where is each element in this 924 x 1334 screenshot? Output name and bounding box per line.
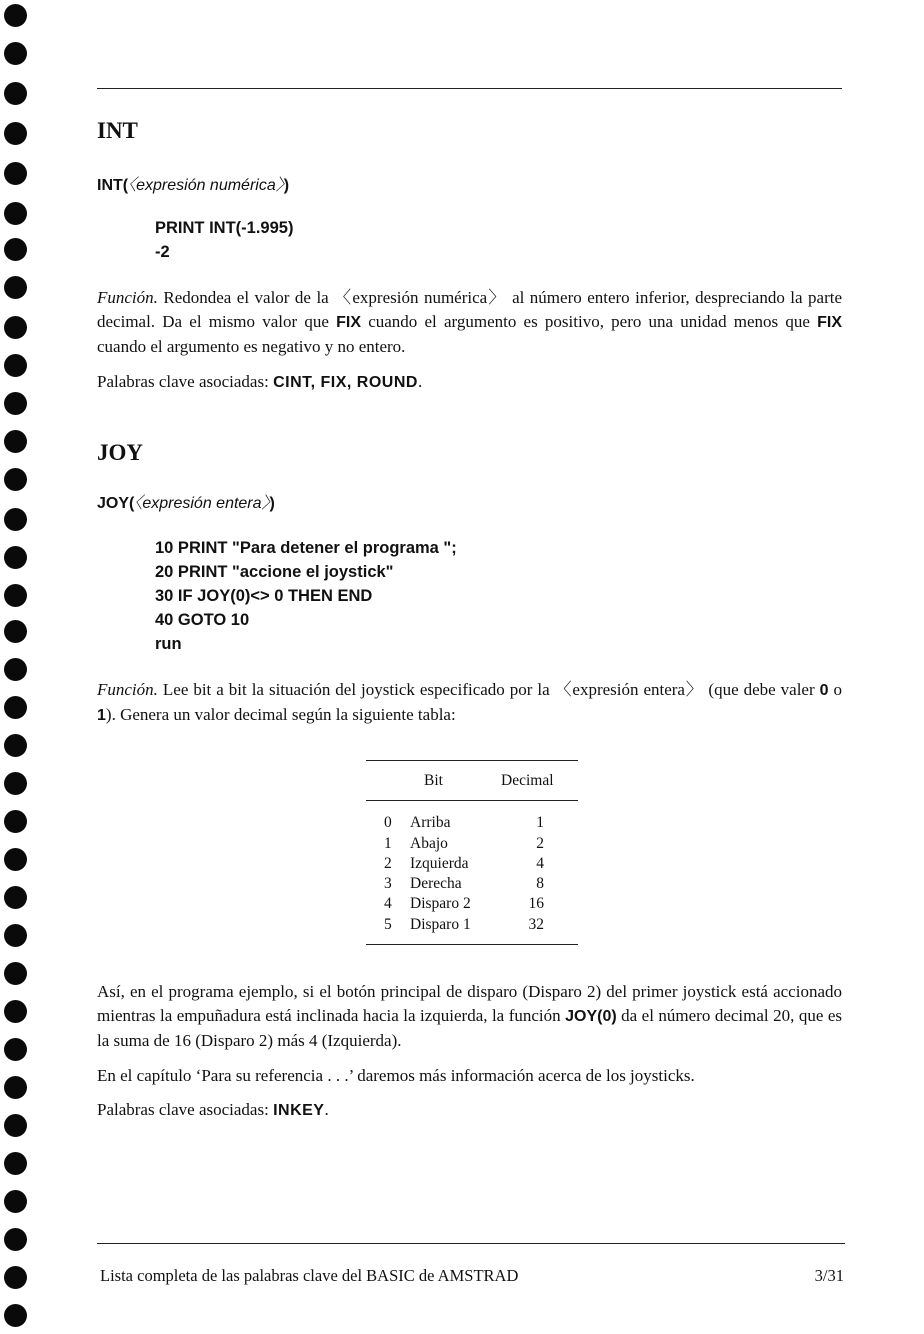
int-related-keywords: Palabras clave asociadas: CINT, FIX, ROUND. (97, 372, 423, 391)
binder-hole (4, 962, 27, 985)
code-line: 20 PRINT "accione el joystick" (155, 563, 394, 581)
joy-reference-note: En el capítulo ‘Para su referencia . . .’ daremos más información acerca de los joysticks. (97, 1066, 695, 1085)
binder-hole (4, 1228, 27, 1251)
code-line: -2 (155, 243, 170, 261)
binder-hole (4, 1152, 27, 1175)
keyword-fix: FIX (336, 314, 361, 331)
related-keyword-list: CINT, FIX, ROUND (273, 374, 418, 391)
binder-hole (4, 392, 27, 415)
binder-hole (4, 82, 27, 105)
int-syntax-keyword: INT( (97, 177, 129, 194)
binder-hole (4, 1114, 27, 1137)
binder-hole (4, 1190, 27, 1213)
keyword-one: 1 (97, 707, 106, 724)
binder-hole (4, 162, 27, 185)
binder-hole (4, 1266, 27, 1289)
binder-hole (4, 1076, 27, 1099)
binder-hole (4, 848, 27, 871)
int-syntax-argument: 〈expresión numérica〉 (128, 177, 284, 194)
function-label: Función. (97, 288, 158, 307)
table-header-decimal: Decimal (501, 772, 554, 789)
binder-hole (4, 772, 27, 795)
binder-hole (4, 658, 27, 681)
keyword-joy0: JOY(0) (565, 1008, 617, 1025)
binder-hole (4, 4, 27, 27)
binder-hole (4, 696, 27, 719)
joystick-bit-table: Bit Decimal 0 Arriba 1 1 Abajo 2 2 Izquierda 4 3 Derecha 8 4 Disparo 2 16 5 Disparo 1 32 (366, 760, 578, 946)
binder-hole (4, 316, 27, 339)
binder-hole (4, 584, 27, 607)
joy-example (155, 536, 457, 656)
joy-heading: JOY (97, 440, 143, 465)
joy-syntax-argument: 〈expresión entera〉 (134, 495, 270, 512)
joy-related-keywords: Palabras clave asociadas: INKEY. (97, 1100, 329, 1119)
binder-hole (4, 42, 27, 65)
int-example (155, 216, 293, 264)
function-label: Función. (97, 680, 158, 699)
binder-hole (4, 508, 27, 531)
code-line: 10 PRINT "Para detener el programa "; (155, 539, 457, 557)
binder-hole (4, 924, 27, 947)
binder-hole (4, 1038, 27, 1061)
binder-hole (4, 468, 27, 491)
joy-syntax-close: ) (269, 495, 275, 512)
binder-hole (4, 1304, 27, 1327)
page-number: 3/31 (814, 1266, 844, 1285)
code-line: run (155, 635, 182, 653)
related-keyword-list: INKEY (273, 1102, 325, 1119)
binder-hole (4, 734, 27, 757)
code-line: 30 IF JOY(0)<> 0 THEN END (155, 587, 373, 605)
table-header-rule (366, 800, 578, 801)
keyword-zero: 0 (819, 682, 829, 699)
binder-hole (4, 202, 27, 225)
code-line: PRINT INT(-1.995) (155, 219, 294, 237)
table-header-bit: Bit (424, 772, 443, 789)
binder-hole (4, 122, 27, 145)
int-syntax-close: ) (283, 177, 290, 194)
code-line: 40 GOTO 10 (155, 611, 250, 629)
int-heading: INT (97, 118, 138, 143)
binder-hole (4, 546, 27, 569)
footer-title: Lista completa de las palabras clave del BASIC de AMSTRAD (100, 1266, 519, 1285)
binder-hole (4, 430, 27, 453)
int-syntax (97, 172, 289, 195)
binder-hole (4, 620, 27, 643)
footer-rule (97, 1243, 845, 1244)
binder-holes (0, 0, 40, 1334)
joy-syntax (97, 490, 275, 513)
joy-syntax-keyword: JOY( (97, 495, 135, 512)
keyword-fix: FIX (817, 314, 842, 331)
binder-hole (4, 810, 27, 833)
joy-example-explanation: Así, en el programa ejemplo, si el botón principal de disparo (Disparo 2) del primer joystick está accionado mientras la empuñadura está inclinada hacia la izquierda, la función JOY(0) da el número decimal 20, que es la suma de 16 (Disparo 2) más 4 (Izquierda). (97, 982, 842, 1050)
binder-hole (4, 1000, 27, 1023)
binder-hole (4, 276, 27, 299)
binder-hole (4, 886, 27, 909)
int-function-paragraph: Función. Redondea el valor de la 〈expresión numérica〉 al número entero inferior, despreciando la parte decimal. Da el mismo valor que FIX cuando el argumento es positivo, pero una unidad menos que FIX cuando el argumento es negativo y no entero. (97, 288, 842, 356)
table-bottom-rule (366, 944, 578, 945)
binder-hole (4, 354, 27, 377)
binder-hole (4, 238, 27, 261)
top-rule (97, 88, 842, 89)
joy-function-paragraph: Función. Lee bit a bit la situación del joystick especificado por la 〈expresión entera〉 (que debe valer 0 o 1). Genera un valor decimal según la siguiente tabla: (97, 680, 843, 724)
table-top-rule (366, 760, 578, 761)
